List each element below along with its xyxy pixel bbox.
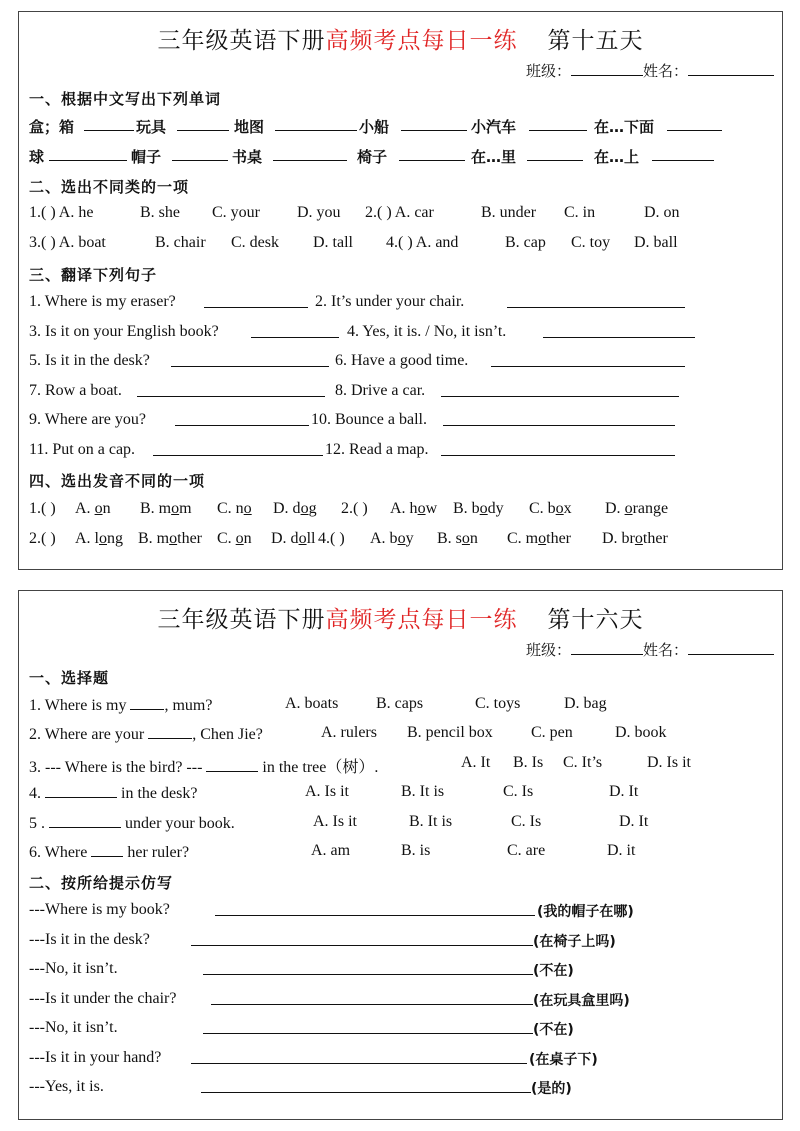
text-fragment: B. m [138,530,170,547]
text-fragment: C. [217,530,236,547]
option-text [437,530,478,548]
text-fragment: y [405,530,414,547]
answer-blank[interactable] [171,352,329,367]
text-fragment: w [425,500,438,517]
text-fragment: ng [107,530,123,547]
text-fragment: 2. Where are your [29,726,149,743]
text-fragment: D. br [602,530,635,547]
text-fragment: 5 . [29,815,49,832]
answer-blank[interactable] [652,146,714,161]
answer-blank[interactable] [191,1049,527,1064]
option-text [29,842,189,862]
class-blank[interactable] [571,61,643,76]
text-fragment: B. b [453,500,480,517]
option-text [271,530,315,548]
text-fragment: m [179,500,192,517]
class-blank[interactable] [571,640,643,655]
text-fragment: n [243,530,252,547]
option-text [29,813,235,833]
text-fragment: ther [546,530,571,547]
answer-blank[interactable] [529,116,587,131]
class-name-line [526,639,774,660]
text-fragment: o [538,530,547,547]
answer-blank[interactable] [203,1019,533,1034]
text-fragment: her ruler? [123,844,190,861]
text-fragment: g [308,500,317,517]
section-heading: 四、选出发音不同的一项 [29,472,206,490]
answer-blank[interactable] [491,352,685,367]
section-heading: 一、选择题 [29,669,110,687]
option-text [507,530,571,548]
text-fragment: dy [487,500,504,517]
text-fragment: 1. Where is my [29,697,131,714]
worksheet-title: 三年级英语下册高频考点每日一练 第十五天 [157,28,644,54]
text-fragment: ll [306,530,316,547]
text-fragment: A. [75,500,95,517]
section-heading: 二、按所给提示仿写 [29,874,174,892]
text-fragment: C. n [217,500,244,517]
class-label: 班级： [525,641,571,659]
text-fragment: o [171,500,180,517]
answer-blank[interactable] [153,441,323,456]
answer-blank[interactable] [148,724,192,739]
answer-blank[interactable] [441,441,675,456]
section-heading: 二、选出不同类的一项 [29,178,190,196]
text-fragment: o [298,530,307,547]
text-fragment: under your book. [121,815,235,832]
text-fragment: o [555,500,564,517]
text-fragment: o [479,500,488,517]
answer-blank[interactable] [401,116,467,131]
name-label: 姓名： [642,62,688,80]
text-fragment: D. [605,500,625,517]
text-fragment: , Chen Jie? [192,726,263,743]
answer-blank[interactable] [211,990,533,1005]
text-fragment: ther [177,530,202,547]
answer-blank[interactable] [441,382,679,397]
text-fragment: o [417,500,426,517]
answer-blank[interactable] [206,757,258,772]
title-highlight: 高频考点每日一练 [325,607,518,633]
option-text [370,530,414,548]
answer-blank[interactable] [137,382,325,397]
option-text [140,500,192,518]
option-text [529,500,572,518]
option-text [390,500,437,518]
name-blank[interactable] [688,61,774,76]
name-label: 姓名： [642,641,688,659]
text-fragment: o [99,530,107,547]
text-fragment: D. d [273,500,301,517]
text-fragment: C. b [529,500,556,517]
text-fragment: o [634,530,643,547]
answer-blank[interactable] [175,411,309,426]
answer-blank[interactable] [84,116,134,131]
worksheet-day15: 三年级英语下册高频考点每日一练 第十五天 班级： 姓名： 一、根据中文写出下列单词 盒；箱 玩具 地图 小船 小汽车 在…下面 球 帽子 书桌 椅子 在…里 在…上 二、选出不同类的一项 1.( ) A. he B. she C. your D. you 2.( ) A. car B. under C. in D. on 3.( ) A. boat B. chair C. desk D. tall 4.( ) A. and B. cap C. toy D. ball 三、翻译下列句子 1. Where is my eraser? 2. It’s under your chair. 3. Is it on your English book? 4. Yes, it is. / No, it isn’t. 5. Is it in the desk? 6. Have a good time. 7. Row a boat. 8. Drive a car. 9. Where are you? 10. Bounce a ball. 11. Put on a cap. 12. Read a map. 四、选出发音不同的一项 1.( ) A. on B. mom C. no D. dog 2.( ) A. how B. body C. box D. orange 2.( ) A. long B. mother C. on D. doll 4.( ) A. boy B. son C. mother D. brother [18,11,783,570]
text-fragment: n [469,530,478,547]
answer-blank[interactable] [201,1078,531,1093]
answer-blank[interactable] [543,323,695,338]
text-fragment: A. l [75,530,99,547]
answer-blank[interactable] [49,146,127,161]
answer-blank[interactable] [191,931,533,946]
option-text [138,530,202,548]
option-text [217,530,252,548]
name-blank[interactable] [688,640,774,655]
text-fragment: o [94,500,103,517]
answer-blank[interactable] [172,146,228,161]
option-text [29,754,378,777]
option-text [605,500,668,518]
option-text [453,500,504,518]
answer-blank[interactable] [507,293,685,308]
text-fragment: B. s [437,530,462,547]
answer-blank[interactable] [443,411,675,426]
class-name-line [526,60,774,81]
text-fragment: x [563,500,572,517]
text-fragment: 4. [29,785,45,802]
section-heading: 一、根据中文写出下列单词 [29,90,222,108]
answer-blank[interactable] [45,783,117,798]
title-highlight: 高频考点每日一练 [325,28,518,54]
answer-blank[interactable] [399,146,465,161]
option-text [75,500,111,518]
text-fragment: o [169,530,178,547]
text-fragment: in the tree（树）. [258,759,379,776]
worksheet-title: 三年级英语下册高频考点每日一练 第十六天 [157,607,644,633]
answer-blank[interactable] [527,146,583,161]
class-label: 班级： [525,62,571,80]
answer-blank[interactable] [49,813,121,828]
answer-blank[interactable] [275,116,357,131]
text-fragment: ther [642,530,668,547]
text-fragment: 3. --- Where is the bird? --- [29,759,207,776]
option-text [29,724,263,744]
text-fragment: o [300,500,309,517]
text-fragment: o [243,500,252,517]
text-fragment: C. m [507,530,539,547]
answer-blank[interactable] [273,146,347,161]
option-text [217,500,252,518]
text-fragment: o [235,530,244,547]
answer-blank[interactable] [177,116,229,131]
text-fragment: o [397,530,406,547]
answer-blank[interactable] [130,695,164,710]
text-fragment: in the desk? [117,785,198,802]
text-fragment: range [632,500,669,517]
text-fragment: n [102,500,111,517]
text-fragment: 6. Where [29,844,92,861]
option-text [75,530,123,548]
worksheet-day16: 三年级英语下册高频考点每日一练 第十六天 班级： 姓名： 一、选择题 1. Where is my , mum? A. boats B. caps C. toys D. bag 2. Where are your , Chen Jie? A. rulers B. pencil box C. pen D. book 3. --- Where is the bird? --- in the tree（树）. A. It B. Is C. It’s D. Is it 4. in the desk? A. Is it B. It is C. Is D. It 5 . under your book. A. Is it B. It is C. Is D. It 6. Where her ruler? A. am B. is C. are D. it 二、按所给提示仿写 ---Where is my book? (我的帽子在哪) ---Is it in the desk? (在椅子上吗) ---No, it isn’t. (不在) ---Is it under the chair? (在玩具盒里吗) ---No, it isn’t. (不在) ---Is it in your hand? (在桌子下) ---Yes, it is. (是的) [18,590,783,1120]
answer-blank[interactable] [215,901,535,916]
option-text [29,695,212,715]
text-fragment: A. b [370,530,398,547]
text-fragment: o [461,530,470,547]
answer-blank[interactable] [203,960,533,975]
text-fragment: , mum? [164,697,213,714]
answer-blank[interactable] [91,842,123,857]
option-text [29,783,197,803]
option-text [273,500,317,518]
text-fragment: D. d [271,530,299,547]
answer-blank[interactable] [667,116,722,131]
text-fragment: B. m [140,500,172,517]
answer-blank[interactable] [251,323,339,338]
text-fragment: o [624,500,633,517]
text-fragment: A. h [390,500,418,517]
option-text [602,530,668,548]
section-heading: 三、翻译下列句子 [29,266,158,284]
answer-blank[interactable] [204,293,308,308]
